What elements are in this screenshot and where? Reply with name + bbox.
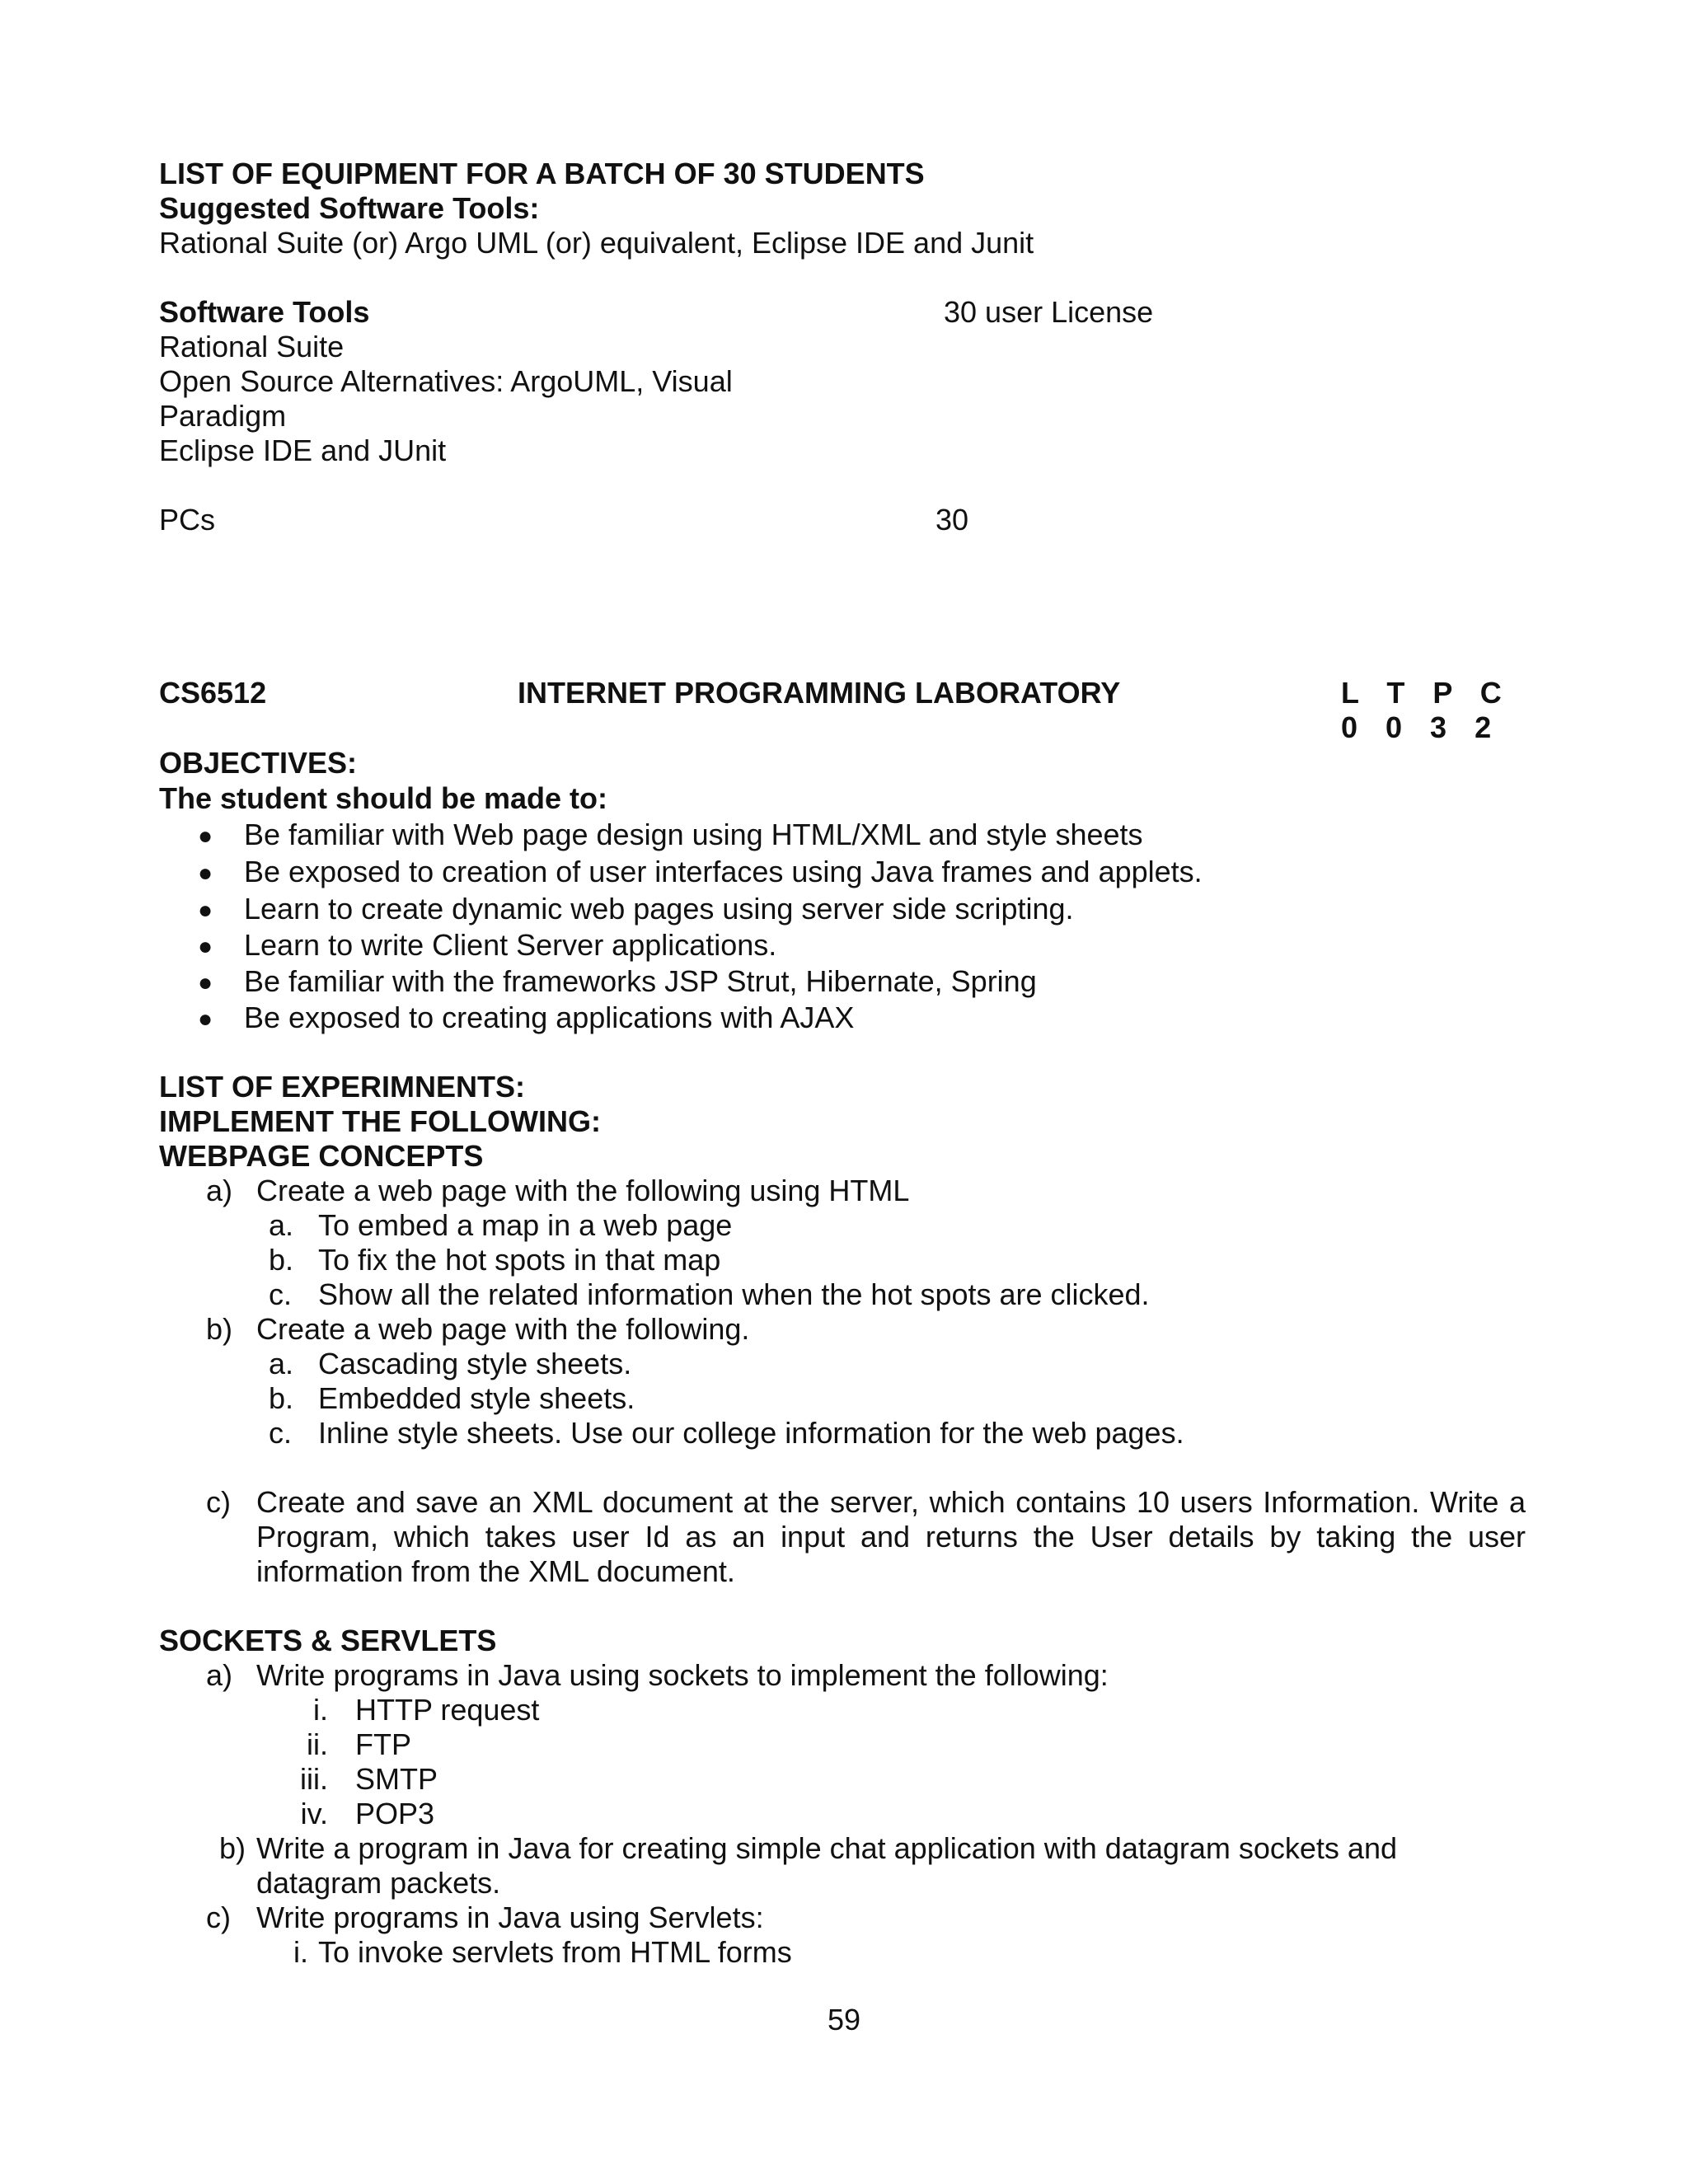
bullet-icon: ● xyxy=(198,897,213,924)
roman-marker: iii. xyxy=(300,1762,328,1796)
bullet-icon: ● xyxy=(198,823,213,850)
course-title: INTERNET PROGRAMMING LABORATORY xyxy=(518,676,1121,710)
roman-marker: i. xyxy=(293,1935,308,1969)
sub-item: Show all the related information when the hot spots are clicked. xyxy=(318,1277,1150,1311)
bullet-icon: ● xyxy=(198,860,213,887)
implement-heading: IMPLEMENT THE FOLLOWING: xyxy=(159,1104,601,1138)
page-number: 59 xyxy=(827,2003,861,2036)
sub-marker: b. xyxy=(269,1381,294,1415)
roman-marker: i. xyxy=(313,1693,328,1727)
sub-item: Cascading style sheets. xyxy=(318,1347,632,1380)
pcs-label: PCs xyxy=(159,503,216,537)
sub-item: To embed a map in a web page xyxy=(318,1208,733,1242)
sub-item: To invoke servlets from HTML forms xyxy=(318,1935,792,1969)
webpage-item-b: Create a web page with the following. xyxy=(256,1312,750,1346)
objective-item: Be familiar with the frameworks JSP Strut, Hibernate, Spring xyxy=(244,964,1037,998)
item-marker: c) xyxy=(206,1485,231,1519)
webpage-item-c-line: information from the XML document. xyxy=(256,1554,735,1588)
tool-item: Open Source Alternatives: ArgoUML, Visual xyxy=(159,364,733,398)
item-marker: b) xyxy=(219,1831,246,1865)
objective-item: Be exposed to creating applications with AJAX xyxy=(244,1001,855,1034)
item-marker: a) xyxy=(206,1658,233,1692)
webpage-item-c-line: Create and save an XML document at the server, which contains 10 users Information. Write a xyxy=(256,1485,1526,1519)
sub-marker: a. xyxy=(269,1347,294,1380)
suggested-tools-text: Rational Suite (or) Argo UML (or) equivalent, Eclipse IDE and Junit xyxy=(159,226,1034,260)
item-marker: c) xyxy=(206,1900,231,1934)
sub-item: HTTP request xyxy=(355,1693,540,1727)
objectives-heading: OBJECTIVES: xyxy=(159,746,358,780)
webpage-concepts-heading: WEBPAGE CONCEPTS xyxy=(159,1139,484,1173)
bullet-icon: ● xyxy=(198,933,213,960)
software-tools-value: 30 user License xyxy=(944,295,1154,329)
sub-item: Inline style sheets. Use our college information for the web pages. xyxy=(318,1416,1184,1450)
sub-marker: c. xyxy=(269,1416,293,1450)
ltpc-values: 0 0 3 2 xyxy=(1341,710,1502,744)
pcs-value: 30 xyxy=(935,503,969,537)
objectives-intro: The student should be made to: xyxy=(159,781,608,815)
tool-item: Paradigm xyxy=(159,399,287,433)
experiments-heading: LIST OF EXPERIMNENTS: xyxy=(159,1070,526,1104)
sockets-heading: SOCKETS & SERVLETS xyxy=(159,1624,497,1657)
sub-marker: c. xyxy=(269,1277,293,1311)
equipment-heading: LIST OF EQUIPMENT FOR A BATCH OF 30 STUDENTS xyxy=(159,157,925,190)
sub-marker: b. xyxy=(269,1243,294,1277)
objective-item: Learn to write Client Server applications. xyxy=(244,928,777,962)
suggested-tools-heading: Suggested Software Tools: xyxy=(159,191,540,225)
sockets-item-a: Write programs in Java using sockets to implement the following: xyxy=(256,1658,1109,1692)
webpage-item-a: Create a web page with the following using HTML xyxy=(256,1174,910,1207)
objective-item: Learn to create dynamic web pages using server side scripting. xyxy=(244,892,1074,926)
software-tools-label: Software Tools xyxy=(159,295,370,329)
sub-item: POP3 xyxy=(355,1797,435,1830)
tool-item: Rational Suite xyxy=(159,330,345,363)
tool-item: Eclipse IDE and JUnit xyxy=(159,434,447,467)
sockets-item-c: Write programs in Java using Servlets: xyxy=(256,1900,764,1934)
objective-item: Be exposed to creation of user interfaces using Java frames and applets. xyxy=(244,855,1203,888)
sub-marker: a. xyxy=(269,1208,294,1242)
bullet-icon: ● xyxy=(198,969,213,996)
ltpc-header: L T P C xyxy=(1341,676,1512,710)
bullet-icon: ● xyxy=(198,1005,213,1033)
objective-item: Be familiar with Web page design using HTML/XML and style sheets xyxy=(244,818,1143,851)
roman-marker: iv. xyxy=(300,1797,328,1830)
item-marker: a) xyxy=(206,1174,233,1207)
course-code: CS6512 xyxy=(159,676,267,710)
roman-marker: ii. xyxy=(307,1727,328,1761)
sub-item: To fix the hot spots in that map xyxy=(318,1243,721,1277)
webpage-item-c-line: Program, which takes user Id as an input and returns the User details by taking the user xyxy=(256,1520,1526,1554)
sub-item: FTP xyxy=(355,1727,411,1761)
sockets-item-b-line: datagram packets. xyxy=(256,1866,501,1900)
sub-item: Embedded style sheets. xyxy=(318,1381,635,1415)
sub-item: SMTP xyxy=(355,1762,438,1796)
item-marker: b) xyxy=(206,1312,233,1346)
sockets-item-b-line: Write a program in Java for creating simple chat application with datagram sockets and xyxy=(256,1831,1397,1865)
